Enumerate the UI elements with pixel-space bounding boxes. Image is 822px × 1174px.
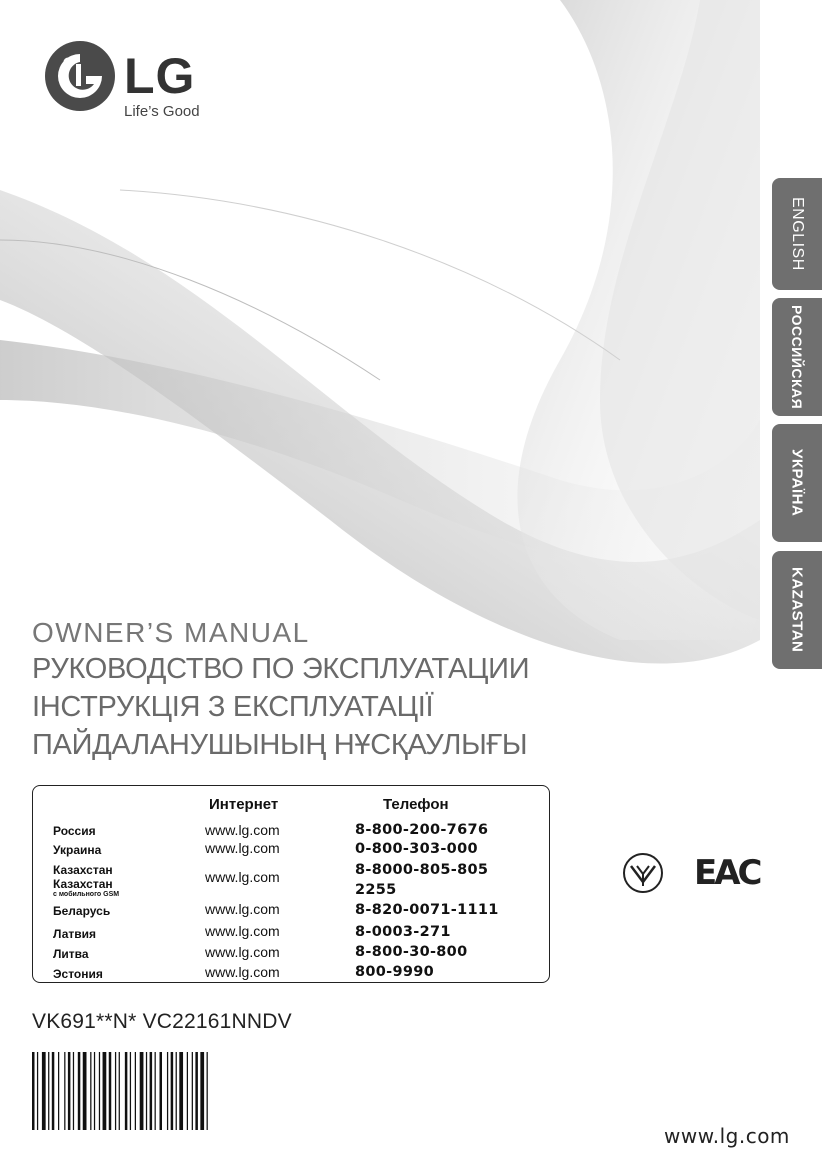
column-header-phone: Телефон	[383, 796, 449, 813]
country: Россия	[53, 824, 96, 838]
barcode-bar	[207, 1052, 208, 1130]
barcode-bar	[48, 1052, 49, 1130]
barcode-bar	[130, 1052, 131, 1130]
barcode-bar	[32, 1052, 35, 1130]
barcode-bar	[200, 1052, 204, 1130]
barcode-bar	[146, 1052, 147, 1130]
barcode-bar	[42, 1052, 46, 1130]
website-link[interactable]: www.lg.com	[205, 822, 280, 838]
website-footer[interactable]: www.lg.com	[664, 1124, 790, 1148]
tab-label: KAZASTAN	[788, 567, 806, 653]
title-ukrainian: ІНСТРУКЦІЯ З ЕКСПЛУАТАЦІЇ	[32, 691, 434, 723]
website-link[interactable]: www.lg.com	[205, 901, 280, 917]
tab-label: РОССИЙСКАЯ	[789, 304, 805, 410]
website-link[interactable]: www.lg.com	[205, 840, 280, 856]
barcode-bar	[171, 1052, 174, 1130]
barcode-bar	[52, 1052, 55, 1130]
phone-number: 8-8000-805-805	[355, 862, 489, 878]
barcode-bar	[90, 1052, 91, 1130]
phone-number: 800-9990	[355, 964, 435, 980]
barcode-bar	[119, 1052, 120, 1130]
country: Казахстан	[53, 863, 113, 877]
barcode-bar	[140, 1052, 144, 1130]
barcode-bar	[195, 1052, 198, 1130]
model-number: VK691**N* VC22161NNDV	[32, 1010, 292, 1033]
barcode-bar	[187, 1052, 188, 1130]
website-link[interactable]: www.lg.com	[205, 923, 280, 939]
lg-logo	[44, 40, 244, 130]
country: Латвия	[53, 927, 97, 941]
title-russian: РУКОВОДСТВО ПО ЭКСПЛУАТАЦИИ	[32, 653, 530, 685]
barcode-bar	[78, 1052, 81, 1130]
country: Эстония	[53, 967, 103, 981]
barcode	[32, 1052, 264, 1130]
phone-number: 8-800-200-7676	[355, 822, 489, 838]
country-note: с мобильного GSM	[53, 891, 120, 898]
barcode-bar	[109, 1052, 112, 1130]
tab-label: УКРАЇНА	[788, 449, 806, 517]
barcode-bar	[167, 1052, 168, 1130]
barcode-bar	[99, 1052, 100, 1130]
tab-kazakh[interactable]	[772, 551, 822, 669]
barcode-bar	[94, 1052, 95, 1130]
phone-number: 8-820-0071-1111	[355, 902, 499, 918]
website-link[interactable]: www.lg.com	[205, 964, 280, 980]
barcode-bar	[125, 1052, 128, 1130]
lg-face-logo-icon	[44, 40, 116, 112]
country: Украина	[53, 843, 102, 857]
barcode-bar	[115, 1052, 116, 1130]
eac-mark: EAC	[694, 853, 760, 893]
column-header-internet: Интернет	[209, 796, 279, 813]
brand-name: LG	[124, 48, 196, 104]
ukraine-conformity-mark-icon	[622, 852, 664, 894]
barcode-bar	[150, 1052, 153, 1130]
tab-russian[interactable]	[772, 298, 822, 416]
barcode-bar	[37, 1052, 38, 1130]
phone-number: 0-800-303-000	[355, 841, 478, 857]
website-link[interactable]: www.lg.com	[205, 944, 280, 960]
country: Казахстан	[53, 877, 113, 891]
tab-ukrainian[interactable]	[772, 424, 822, 542]
barcode-bar	[160, 1052, 163, 1130]
phone-number: 8-800-30-800	[355, 944, 468, 960]
barcode-bar	[83, 1052, 87, 1130]
barcode-bar	[176, 1052, 177, 1130]
barcode-bar	[68, 1052, 71, 1130]
barcode-bar	[155, 1052, 156, 1130]
title-english: OWNER’S MANUAL	[32, 617, 310, 648]
barcode-bar	[179, 1052, 183, 1130]
phone-number: 2255	[355, 882, 397, 898]
barcode-bar	[73, 1052, 74, 1130]
brand-slogan: Life’s Good	[124, 103, 200, 120]
barcode-bar	[135, 1052, 136, 1130]
barcode-bar	[103, 1052, 107, 1130]
tab-label: ENGLISH	[789, 197, 806, 271]
title-kazakh: ПАЙДАЛАНУШЫНЫҢ НҰСҚАУЛЫҒЫ	[32, 729, 528, 761]
certification-marks	[622, 852, 760, 894]
barcode-bar	[64, 1052, 65, 1130]
phone-number: 8-0003-271	[355, 924, 451, 940]
barcode-bar	[192, 1052, 193, 1130]
tab-english[interactable]	[772, 178, 822, 290]
barcode-bar	[58, 1052, 59, 1130]
website-link[interactable]: www.lg.com	[205, 869, 280, 885]
country: Беларусь	[53, 904, 111, 918]
contact-table	[32, 785, 550, 983]
manual-titles	[32, 616, 529, 764]
country: Литва	[53, 947, 89, 961]
